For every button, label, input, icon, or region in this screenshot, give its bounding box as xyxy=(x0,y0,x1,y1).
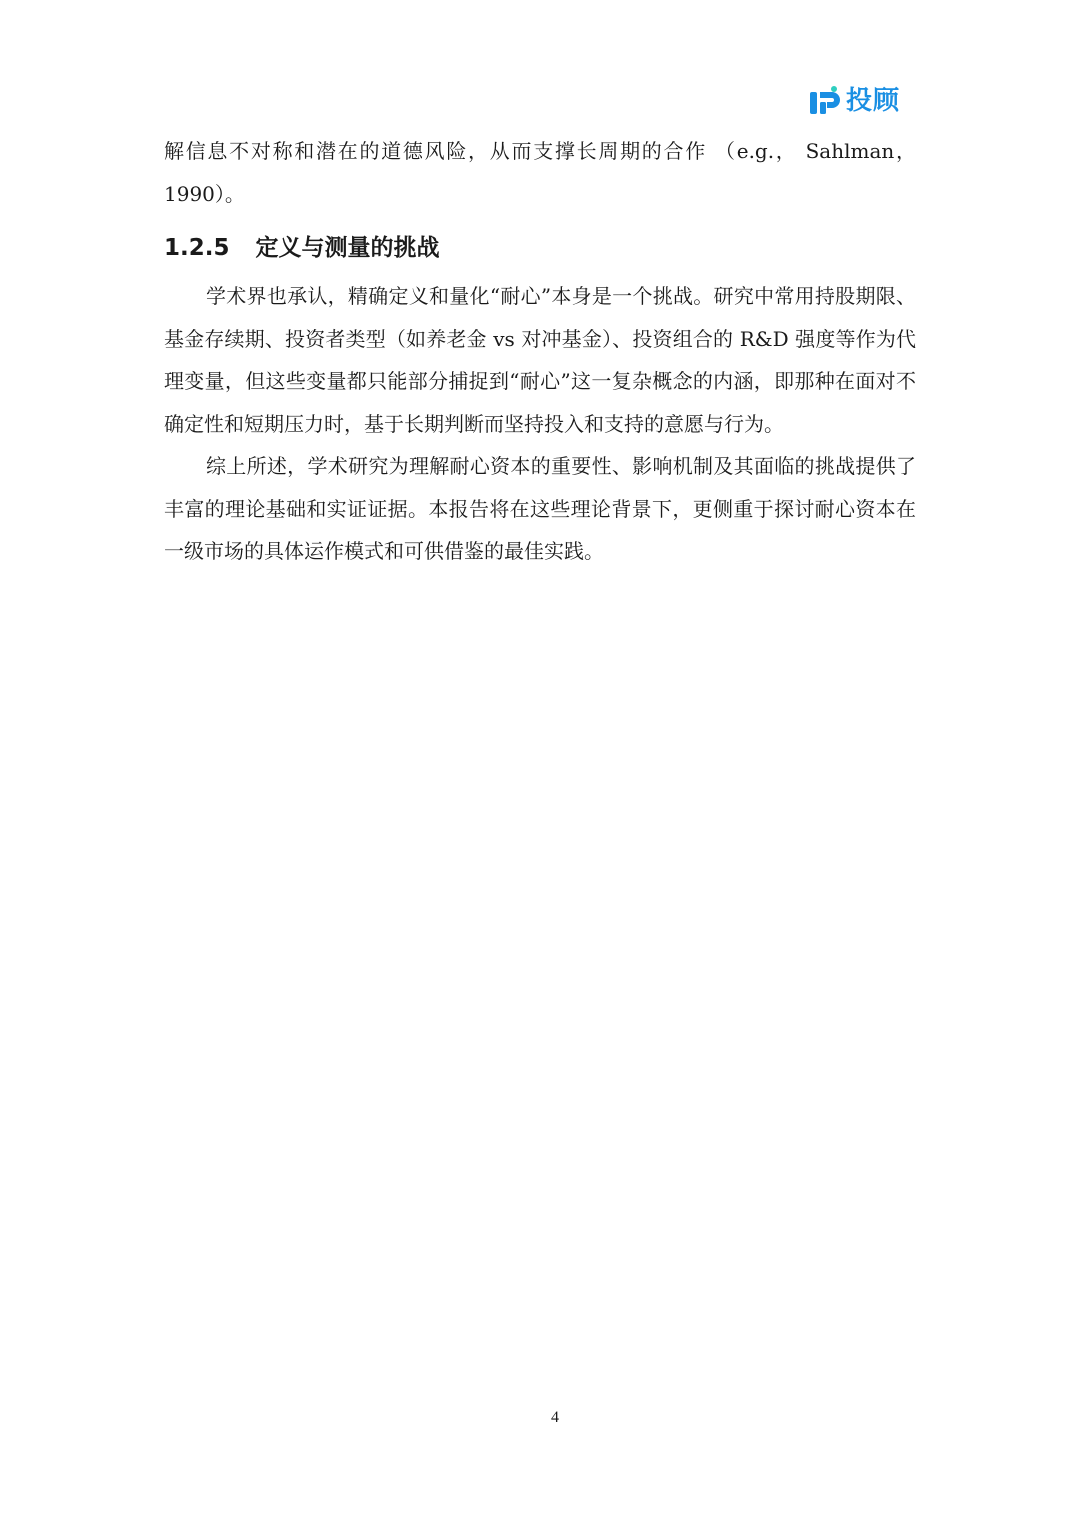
section-number: 1.2.5 xyxy=(164,235,230,261)
document-body xyxy=(164,130,916,573)
brand-logo-icon xyxy=(808,84,842,118)
page-number: 4 xyxy=(551,1409,559,1426)
brand-logo xyxy=(808,84,900,118)
section-title: 定义与测量的挑战 xyxy=(255,235,440,261)
continuation-paragraph: 解信息不对称和潜在的道德风险，从而支撑长周期的合作 （e.g.， Sahlman，1990）。 xyxy=(164,139,916,206)
brand-logo-text: 投顾 xyxy=(846,86,901,116)
body-paragraph-1: 学术界也承认，精确定义和量化“耐心”本身是一个挑战。研究中常用持股期限、基金存续期、投资者类型（如养老金 vs 对冲基金）、投资组合的 R&D 强度等作为代理变量，但这些变量都只能部分捕捉到“耐心”这一复杂概念的内涵，即那种在面对不确定性和短期压力时，基于长期判断而坚持投入和支持的意愿与行为。 xyxy=(164,284,916,436)
section-heading xyxy=(164,225,916,271)
body-paragraph-2: 综上所述，学术研究为理解耐心资本的重要性、影响机制及其面临的挑战提供了丰富的理论基础和实证证据。本报告将在这些理论背景下，更侧重于探讨耐心资本在一级市场的具体运作模式和可供借鉴的最佳实践。 xyxy=(164,454,916,563)
